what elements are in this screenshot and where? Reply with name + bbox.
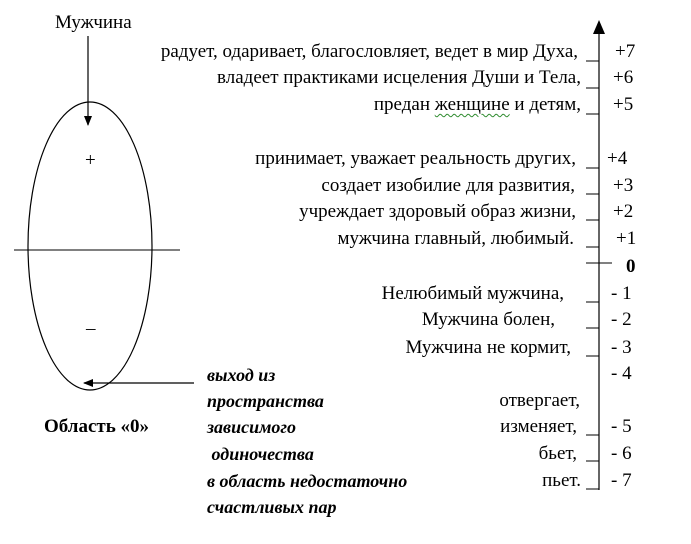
scale-value-plus-1: +1 — [616, 228, 637, 249]
scale-value-minus-5: - 5 — [611, 416, 632, 437]
plus-sign: + — [85, 150, 96, 171]
scale-text-minus-2: Мужчина болен, — [421, 309, 555, 330]
exit-caption-line-2: пространства — [207, 391, 324, 411]
scale-text-minus-5: изменяет, — [500, 416, 577, 437]
scale-value-plus-3: +3 — [613, 175, 634, 196]
scale-value-plus-5: +5 — [613, 94, 634, 115]
scale-value-minus-1: - 1 — [611, 283, 632, 304]
scale-value-minus-3: - 3 — [611, 337, 632, 358]
scale-value-plus-4: +4 — [607, 148, 628, 169]
scale-text-minus-3: Мужчина не кормит, — [405, 337, 571, 358]
scale-value-plus-6: +6 — [613, 67, 634, 88]
minus-sign: – — [86, 318, 96, 339]
scale-value-zero: 0 — [626, 256, 636, 277]
exit-caption-line-3: зависимого — [207, 417, 297, 437]
scale-text-plus-4: принимает, уважает реальность других, — [255, 148, 576, 169]
exit-caption-line-5: в область недостаточно — [207, 471, 408, 491]
scale-value-plus-7: +7 — [615, 41, 636, 62]
scale-text-plus-6: владеет практиками исцеления Души и Тела, — [217, 67, 581, 88]
scale-text-minus-7: пьет. — [542, 470, 581, 491]
scale-value-minus-7: - 7 — [611, 470, 632, 491]
scale-text-plus-5-part1: предан — [373, 94, 431, 115]
scale-text-minus-6: бьет, — [538, 443, 577, 464]
scale-value-plus-2: +2 — [613, 201, 634, 222]
scale-text-plus-5 — [374, 94, 581, 116]
exit-caption-line-6: счастливых пар — [207, 497, 337, 517]
scale-text-plus-1: мужчина главный, любимый. — [337, 228, 574, 249]
scale-text-plus-5-part3: и детям, — [514, 94, 581, 115]
scale-value-minus-6: - 6 — [611, 443, 632, 464]
scale-text-minus-1: Нелюбимый мужчина, — [381, 283, 564, 304]
scale-text-plus-5-underlined: женщине — [434, 94, 510, 115]
scale-text-plus-3: создает изобилие для развития, — [321, 175, 575, 196]
zero-region-label: Область «0» — [44, 416, 150, 437]
exit-caption-line-1: выход из — [207, 365, 276, 385]
scale-value-minus-4: - 4 — [611, 363, 632, 384]
region-ellipse — [28, 102, 152, 390]
diagram-title: Мужчина — [55, 12, 132, 33]
scale-text-plus-2: учреждает здоровый образ жизни, — [299, 201, 576, 222]
scale-value-minus-2: - 2 — [611, 309, 632, 330]
scale-text-plus-7: радует, одаривает, благословляет, ведет в мир Духа, — [160, 41, 578, 62]
exit-caption-line-4: одиночества — [207, 444, 314, 464]
scale-text-rejects: отвергает, — [499, 390, 580, 411]
scale-axis-arrow-icon — [593, 20, 605, 34]
